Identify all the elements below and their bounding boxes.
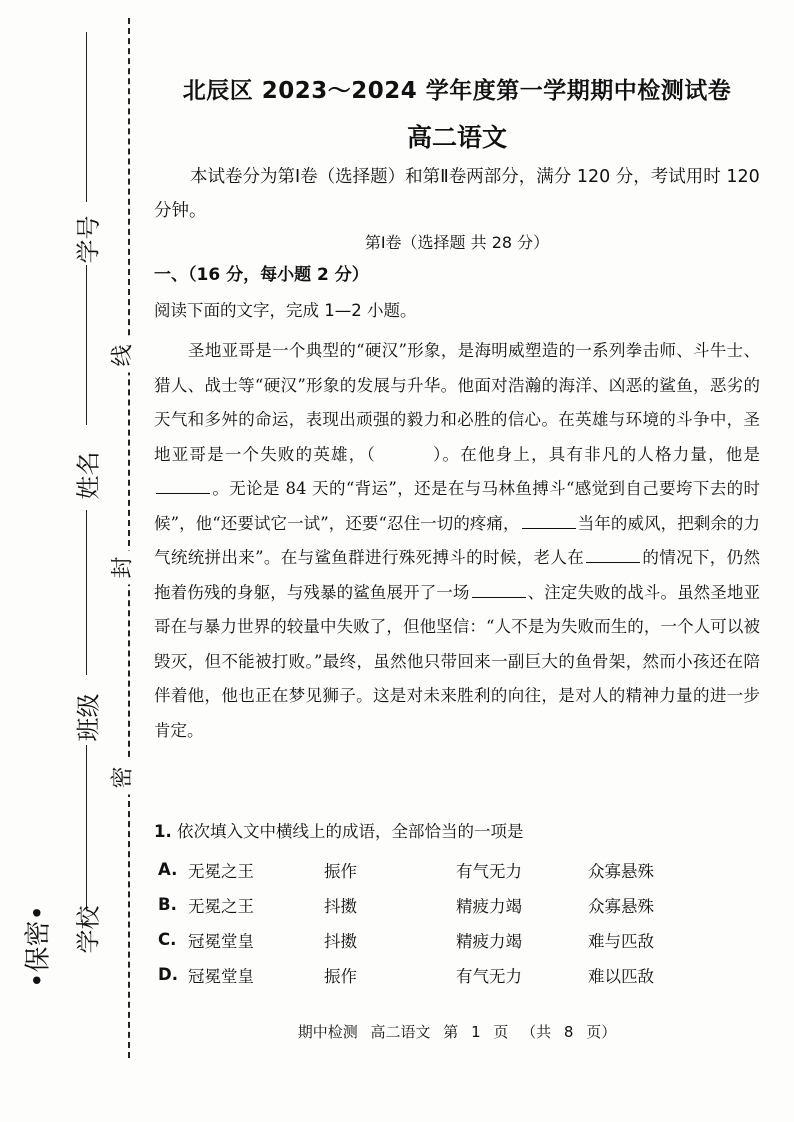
fill-blank-1[interactable]: [156, 479, 210, 494]
exam-intro: 本试卷分为第Ⅰ卷（选择题）和第Ⅱ卷两部分，满分 120 分，考试用时 120 分钟。: [154, 167, 760, 221]
option-item: 振作: [324, 966, 357, 986]
passage-text-5: 的情况下，仍然拖着伤残的身躯，与残暴的鲨鱼展开了一场: [154, 548, 760, 602]
option-item: 抖擞: [324, 931, 357, 951]
question-number: 1.: [154, 822, 172, 841]
question-1: [154, 818, 524, 842]
option-a[interactable]: [158, 852, 748, 887]
option-item: 众寡悬殊: [588, 861, 654, 881]
student-id-label: 学号: [74, 215, 103, 264]
option-item: 无冕之王: [188, 861, 254, 881]
option-letter: A.: [158, 860, 178, 879]
student-id-write-line[interactable]: [86, 32, 87, 202]
option-c[interactable]: [158, 922, 748, 957]
option-d[interactable]: [158, 957, 748, 992]
page-footer: 期中检测 高二语文 第 1 页 （共 8 页）: [297, 1023, 617, 1041]
option-item: 抖擞: [324, 896, 357, 916]
fill-blank-3[interactable]: [586, 548, 640, 563]
passage-text-4: 当年的威风，把剩余的力气统统拼出来”。在与鲨鱼群进行殊死搏斗的时候，老人在: [154, 513, 761, 567]
option-item: 无冕之王: [188, 896, 254, 916]
name-label: 姓名: [74, 451, 103, 500]
passage-text-2: ）。在他身上，具有非凡的人格力量，他是: [431, 444, 760, 464]
option-letter: D.: [158, 965, 178, 984]
fill-blank-2[interactable]: [522, 514, 576, 529]
seal-dashed-line: [128, 18, 130, 1058]
passage-text-6: 、注定失败的战斗。虽然圣地亚哥在与暴力世界的较量中失败了，但他坚信：“人不是为失败而生的，一个人可以被毁灭，但不能被打败。”最终，虽然他只带回来一副巨大的鱼骨架，然而小孩还在陪伴着他，他也正在梦见狮子。这是对未来胜利的向往，是对人的精神力量的进一步肯定。: [154, 582, 761, 740]
passage-text-1: 圣地亚哥是一个典型的“硬汉”形象，是海明威塑造的一系列拳击师、斗牛士、猎人、战士等“硬汉”形象的发展与升华。他面对浩瀚的海洋、凶恶的鲨鱼，恶劣的天气和多舛的命运，表现出顽强的毅力和必胜的信心。在英雄与环境的斗争中，圣地亚哥是一个失败的英雄，（: [154, 341, 760, 464]
part-title: 一、（16 分，每小题 2 分）: [154, 265, 369, 285]
fill-blank-4[interactable]: [472, 583, 526, 598]
passage-text-3: 。无论是 84 天的“背运”，还是在与马林鱼搏斗“感觉到自己要垮下去的时候”，他“还要试它一试”，还要“忍住一切的疼痛，: [154, 479, 760, 533]
reading-passage: [154, 334, 760, 748]
passage-paragraph: [154, 334, 760, 748]
school-write-line[interactable]: [86, 745, 87, 910]
seal-seal-char: 封: [106, 551, 137, 585]
option-item: 精疲力竭: [456, 896, 522, 916]
seal-line-char: 线: [106, 339, 137, 373]
option-item: 精疲力竭: [456, 931, 522, 951]
name-write-line[interactable]: [86, 265, 87, 425]
option-letter: C.: [158, 930, 177, 949]
option-item: 振作: [324, 861, 357, 881]
question-1-options: [158, 852, 748, 992]
option-letter: B.: [158, 895, 177, 914]
option-item: 冠冕堂皇: [188, 966, 254, 986]
option-b[interactable]: [158, 887, 748, 922]
binding-margin: [0, 0, 145, 1122]
option-item: 难以匹敌: [588, 966, 654, 986]
reading-instruction: 阅读下面的文字，完成 1—2 小题。: [154, 301, 417, 320]
question-text: 依次填入文中横线上的成语，全部恰当的一项是: [177, 822, 524, 841]
exam-subject: 高二语文: [406, 123, 507, 152]
option-item: 冠冕堂皇: [188, 931, 254, 951]
option-item: 众寡悬殊: [588, 896, 654, 916]
option-item: 有气无力: [456, 966, 522, 986]
option-item: 有气无力: [456, 861, 522, 881]
option-item: 难与匹敌: [588, 931, 654, 951]
seal-close-char: 密: [106, 761, 137, 795]
exam-title: 北辰区 2023～2024 学年度第一学期期中检测试卷: [182, 78, 732, 104]
class-label: 班级: [74, 693, 103, 742]
class-write-line[interactable]: [86, 510, 87, 675]
confidential-label: •保密•: [23, 905, 54, 988]
section-title: 第Ⅰ卷（选择题 共 28 分）: [364, 233, 550, 252]
school-label: 学校: [74, 905, 103, 954]
